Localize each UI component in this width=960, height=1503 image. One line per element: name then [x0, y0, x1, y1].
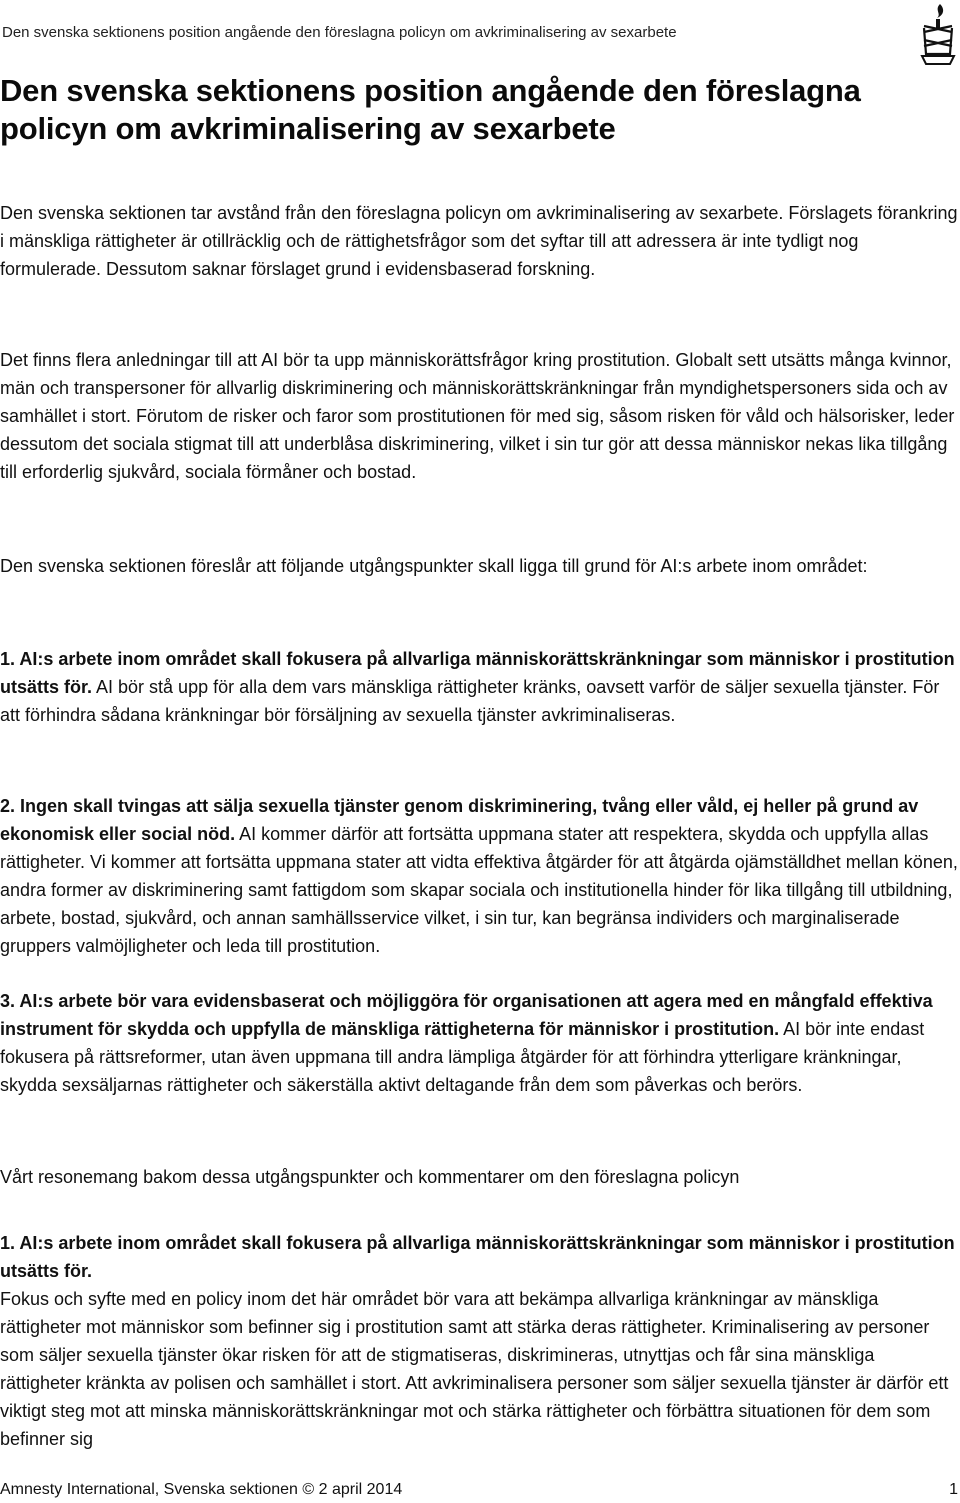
point-3-heading: 3. AI:s arbete bör vara evidensbaserat och möjliggöra för organisationen att agera med en mångfald effektiva instrument för skydda och uppfylla de mänskliga rättigheterna för människor i prostitution. [0, 991, 933, 1039]
proposal-paragraph: Den svenska sektionen föreslår att följande utgångspunkter skall ligga till grund för AI:s arbete inom området: [0, 556, 868, 576]
point-3-text: AI bör inte endast fokusera på rättsreformer, utan även uppmana till andra lämpliga åtgärder för att förhindra ytterligare kränkningar, skydda sexsäljarnas rättigheter och säkerställa aktivt deltagande från dem som påverkas och berörs. [0, 1019, 925, 1095]
page-footer [0, 1480, 960, 1500]
section-1-heading-text: 1. AI:s arbete inom området skall fokusera på allvarliga människorättskränkningar som människor i prostitution utsätts för. [0, 1233, 955, 1281]
point-1-heading: 1. AI:s arbete inom området skall fokusera på allvarliga människorättskränkningar som människor i prostitution utsätts för. [0, 649, 955, 697]
section-1-heading [0, 1229, 958, 1285]
point-1-text: AI bör stå upp för alla dem vars mänskliga rättigheter kränks, oavsett varför de säljer sexuella tjänster. För att förhindra sådana kränkningar bör försäljning av sexuella tjänster avkriminaliseras. [0, 677, 940, 725]
page-title: Den svenska sektionens position angående den föreslagna policyn om avkriminalisering av sexarbete [0, 73, 861, 146]
amnesty-candle-icon [918, 2, 958, 66]
running-header: Den svenska sektionens position angående den föreslagna policyn om avkriminalisering av sexarbete [2, 24, 677, 41]
point-2-heading: 2. Ingen skall tvingas att sälja sexuella tjänster genom diskriminering, tvång eller våld, ej heller på grund av ekonomisk eller social nöd. [0, 796, 919, 844]
point-2-text: AI kommer därför att fortsätta uppmana stater att respektera, skydda och uppfylla allas rättigheter. Vi kommer att fortsätta uppmana stater att vidta effektiva åtgärder för att åtgärda ojämställdhet mellan könen, andra former av diskriminering samt fattigdom som skapar sociala och institutionella hinder för lika tillgång till utbildning, arbete, bostad, sjukvård, och annan samhällsservice vilket, i sin tur, kan begränsa individers och marginaliserade gruppers valmöjligheter och leda till prostitution. [0, 824, 958, 956]
point-2 [0, 792, 958, 960]
background-paragraph: Det finns flera anledningar till att AI bör ta upp människorättsfrågor kring prostitution. Globalt sett utsätts många kvinnor, män och transpersoner för allvarlig diskriminering och människorättskränkningar från myndighetspersoners sida och av samhället i stort. Förutom de risker och faror som prostitutionen för med sig, såsom risken för våld och hälsorisker, leder dessutom det sociala stigmat till att underblåsa diskriminering, vilket i sin tur gör att dessa människor nekas lika tillgång till erforderlig sjukvård, sociala förmåner och bostad. [0, 350, 955, 482]
page-number: 1 [949, 1481, 958, 1498]
point-3 [0, 987, 958, 1099]
point-1 [0, 645, 958, 729]
reasoning-intro: Vårt resonemang bakom dessa utgångspunkter och kommentarer om den föreslagna policyn [0, 1167, 740, 1187]
intro-paragraph: Den svenska sektionen tar avstånd från den föreslagna policyn om avkriminalisering av sexarbete. Förslagets förankring i mänskliga rättigheter är otillräcklig och de rättighetsfrågor som det syftar till att adressera är inte tydligt nog formulerade. Dessutom saknar förslaget grund i evidensbaserad forskning. [0, 203, 958, 279]
section-1-text: Fokus och syfte med en policy inom det här området bör vara att bekämpa allvarliga kränkningar av mänskliga rättigheter mot människor som befinner sig i prostitution samt att stärka deras rättigheter. Kriminalisering av personer som säljer sexuella tjänster ökar risken för att de stigmatiseras, diskrimineras, utnyttjas och får sina mänskliga rättigheter kränkta av polisen och samhället i stort. Att avkriminalisera personer som säljer sexuella tjänster är därför ett viktigt steg mot att minska människorättskränkningar mot och stärka rättigheter och förbättra situationen för dem som befinner sig [0, 1289, 949, 1449]
footer-copyright: Amnesty International, Svenska sektionen © 2 april 2014 [0, 1481, 403, 1498]
